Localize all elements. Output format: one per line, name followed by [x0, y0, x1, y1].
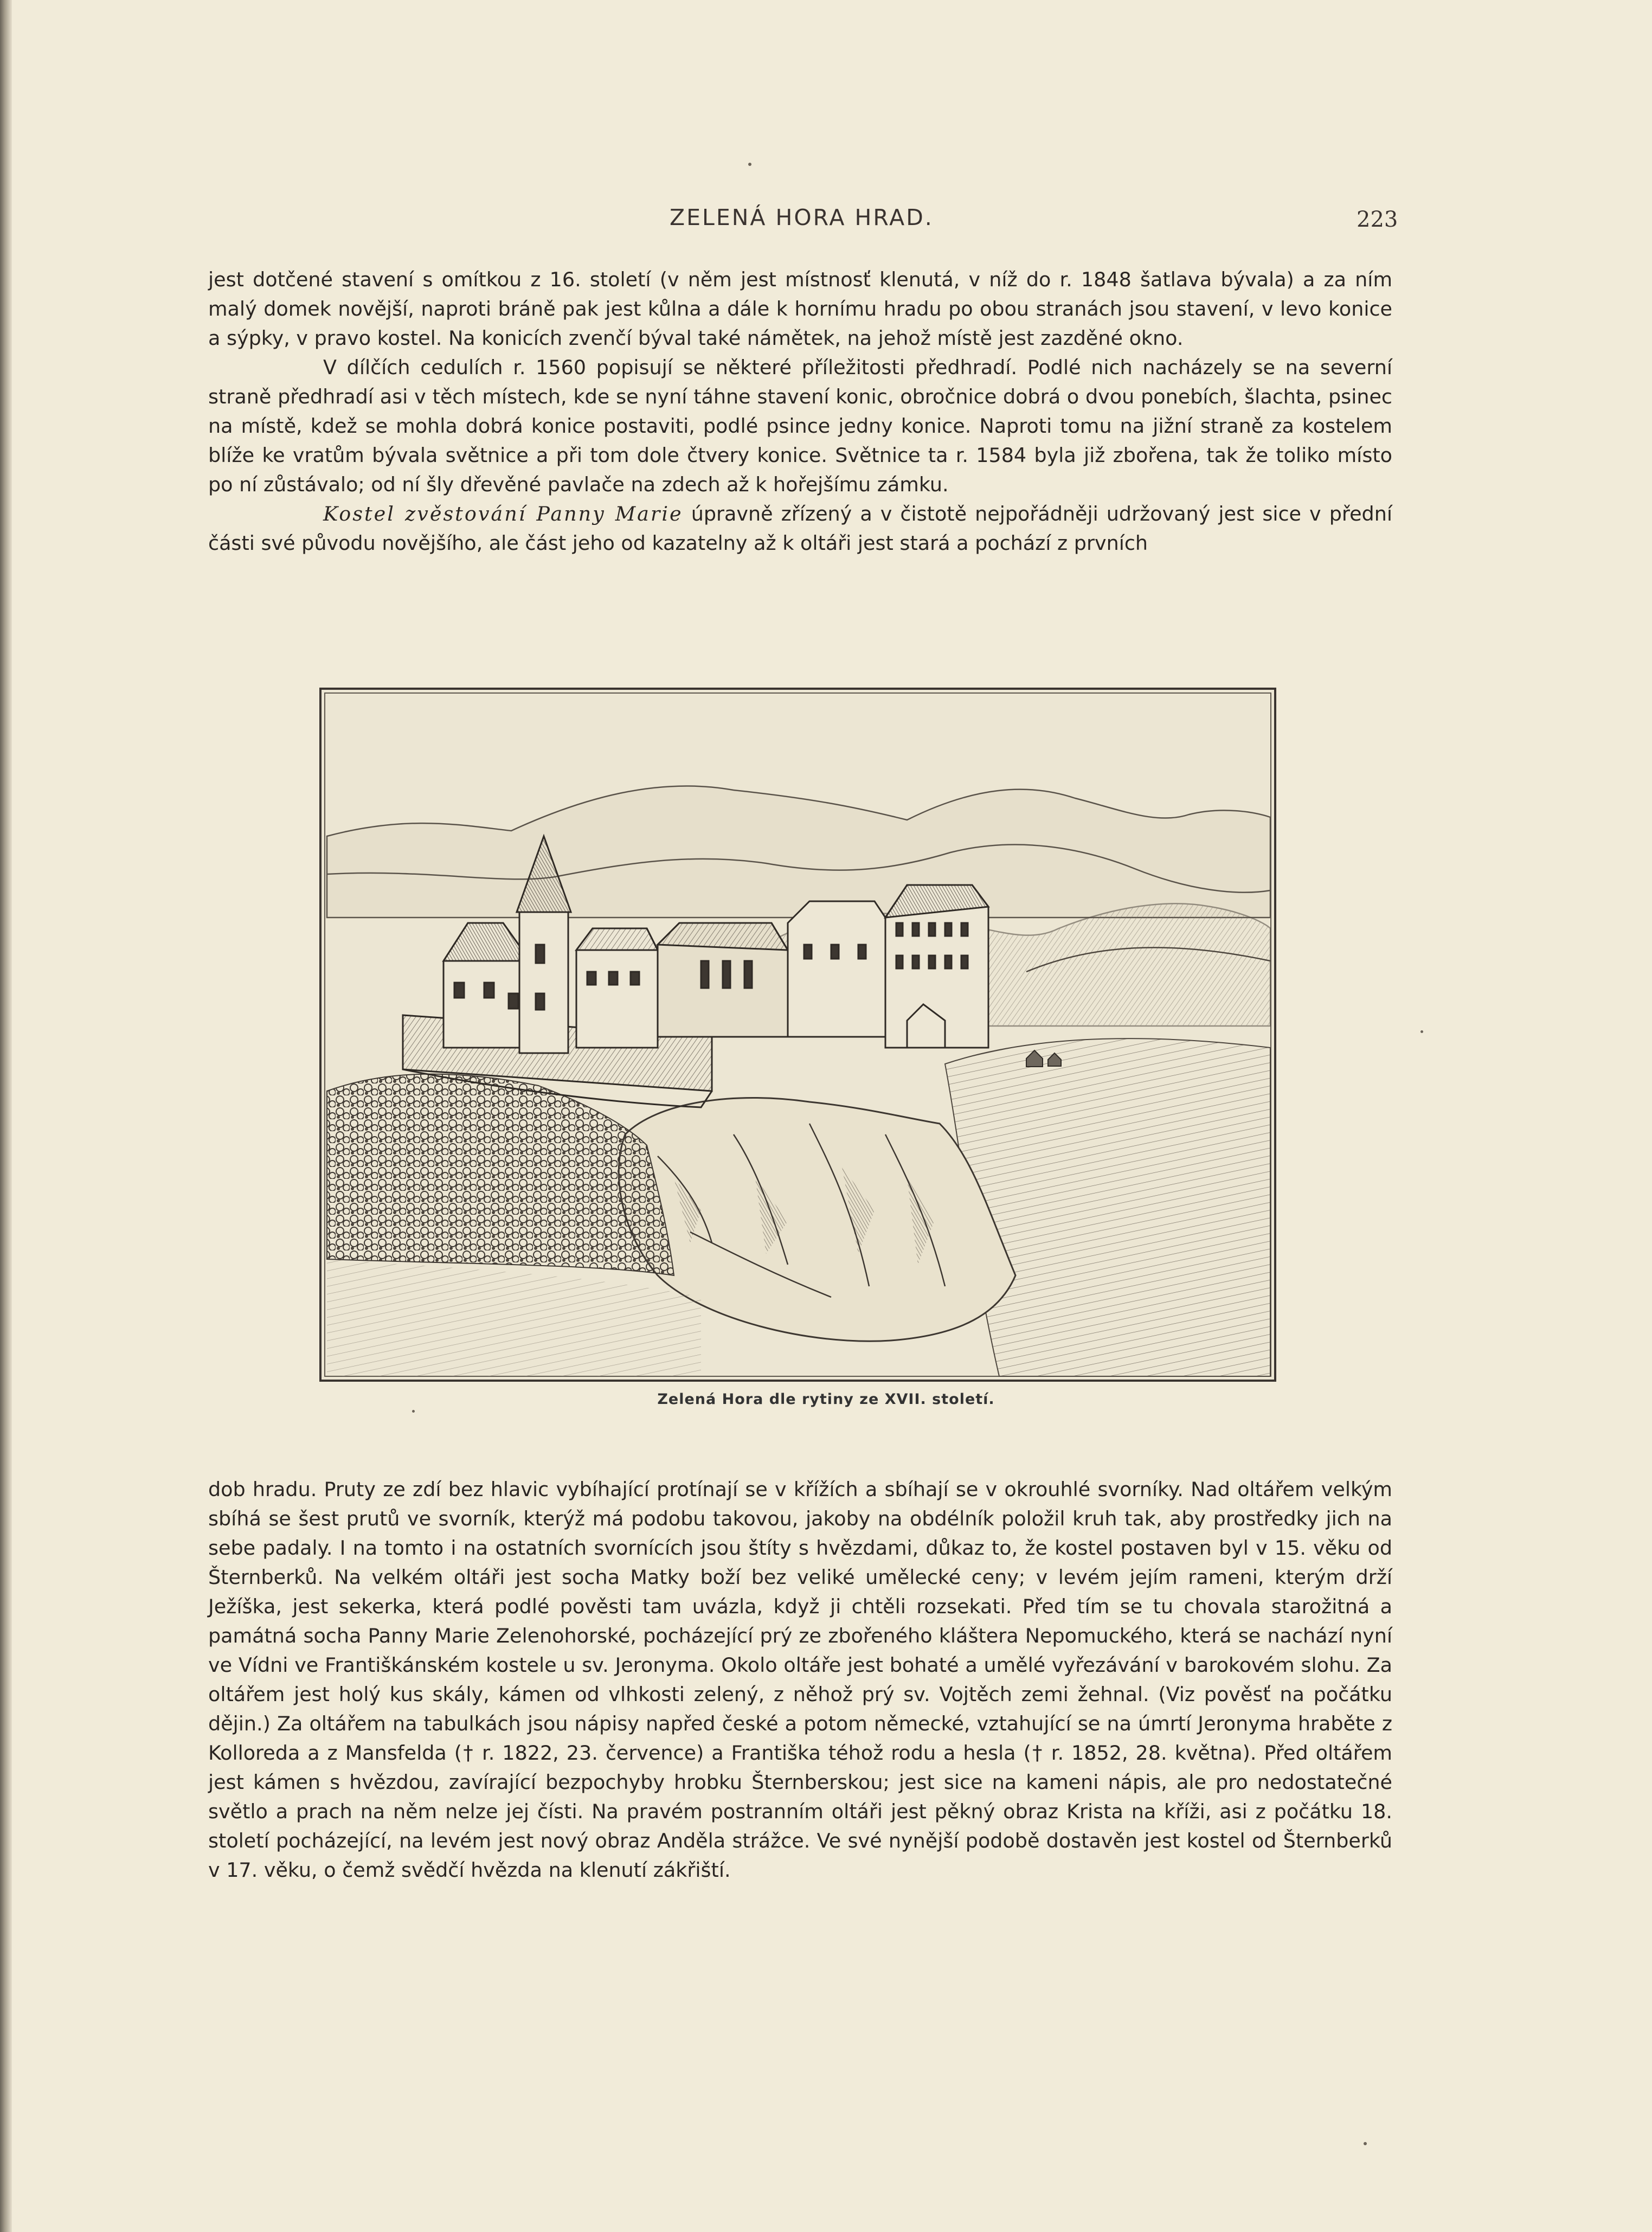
paragraph: dob hradu. Pruty ze zdí bez hlavic vybíhající protínají se v křížích a sbíhají se v okrouhlé svorníky. Nad oltářem velkým sbíhá se šest prutů ve svorník, kterýž má podobu takovou, jakoby na obdélník položil kruh tak, aby prostředky jich na sebe padaly. I na tomto i na ostatních svornících jsou štíty s hvězdami, důkaz to, že kostel postaven byl v 15. věku od Šternberků. Na velkém oltáři jest socha Matky boží bez veliké umělecké ceny; v levém jejím rameni, kterým drží Ježíška, jest sekerka, která podlé pověsti tam uvázla, když ji chtěli rozsekati. Před tím se tu chovala starožitná a památná socha Panny Marie Zelenohorské, pocházející prý ze zbořeného kláštera Nepomuckého, která se nachází nyní ve Vídni ve Františkánském kostele u sv. Jeronyma. Okolo oltáře jest bohaté a umělé vyřezávání v barokovém slohu. Za oltářem jest holý kus skály, kámen od vlhkosti zelený, z něhož prý sv. Vojtěch zemi žehnal. (Viz pověsť na počátku dějin.) Za oltářem na tabulkách jsou nápisy napřed české a potom německé, vztahující se na úmrtí Jeronyma hraběte z Kolloreda a z Mansfelda († r. 1822, 23. července) a Františka téhož rodu a hesla († r. 1852, 28. května). Před oltářem jest kámen s hvězdou, zavírající bezpochyby hrobku Šternberskou; jest sice na kameni nápis, ale pro nedostatečné světlo a prach na něm nelze jej čísti. Na pravém postranním oltáři jest pěkný obraz Krista na kříži, asi z počátku 18. století pocházející, na levém jest nový obraz Anděla strážce. Ve své nynější podobě dostavěn jest kostel od Šternberků v 17. věku, o čemž svědčí hvězda na klenutí zákřiští. [208, 1478, 1392, 1882]
paper-speck [412, 1410, 415, 1413]
paragraph: jest dotčené stavení s omítkou z 16. století (v něm jest místnosť klenutá, v níž do r. 1848 šatlava bývala) a za ním malý domek novější, naproti bráně pak jest kůlna a dále k hornímu hradu po obou stranách jsou stavení, v levo konice a sýpky, v pravo kostel. Na konicích zvenčí býval také námětek, na jehož místě jest zazděné okno. [208, 268, 1392, 350]
page-binding-edge [0, 0, 12, 2232]
paragraph-lead-italic: Kostel zvěstování Panny Marie [323, 502, 683, 525]
figure-caption: Zelená Hora dle rytiny ze XVII. století. [657, 1391, 995, 1408]
running-title: ZELENÁ HORA HRAD. [670, 204, 934, 230]
page-number: 223 [1357, 207, 1398, 232]
paper-speck [1420, 1030, 1423, 1033]
engraving-drawing [322, 690, 1274, 1380]
body-text-top [208, 265, 1392, 558]
castle-engraving-illustration [319, 688, 1276, 1382]
paper-speck [748, 163, 751, 166]
paper-speck [1364, 2142, 1367, 2145]
paragraph [208, 499, 1392, 558]
body-text-bottom [208, 1475, 1392, 1885]
paragraph: V dílčích cedulích r. 1560 popisují se některé příležitosti předhradí. Podlé nich nacházely se na severní straně předhradí asi v těch místech, kde se nyní táhne stavení konic, obročnice dobrá o dvou ponebích, šlachta, psinec na místě, kdež se mohla dobrá konice postaviti, podlé psince jedny konice. Naproti tomu na jižní straně za kostelem blíže ke vratům bývala světnice a při tom dole čtvery konice. Světnice ta r. 1584 byla již zbořena, tak že toliko místo po ní zůstávalo; od ní šly dřevěné pavlače na zdech až k hořejšímu zámku. [208, 356, 1392, 496]
fields [945, 1038, 1270, 1376]
paragraph-continuation: úpravně zřízený a v čistotě nejpořádněji udržovaný jest sice v přední části své původu novějšího, ale část jeho od kazatelny až k oltáři jest stará a pochází z prvních [208, 502, 1392, 555]
